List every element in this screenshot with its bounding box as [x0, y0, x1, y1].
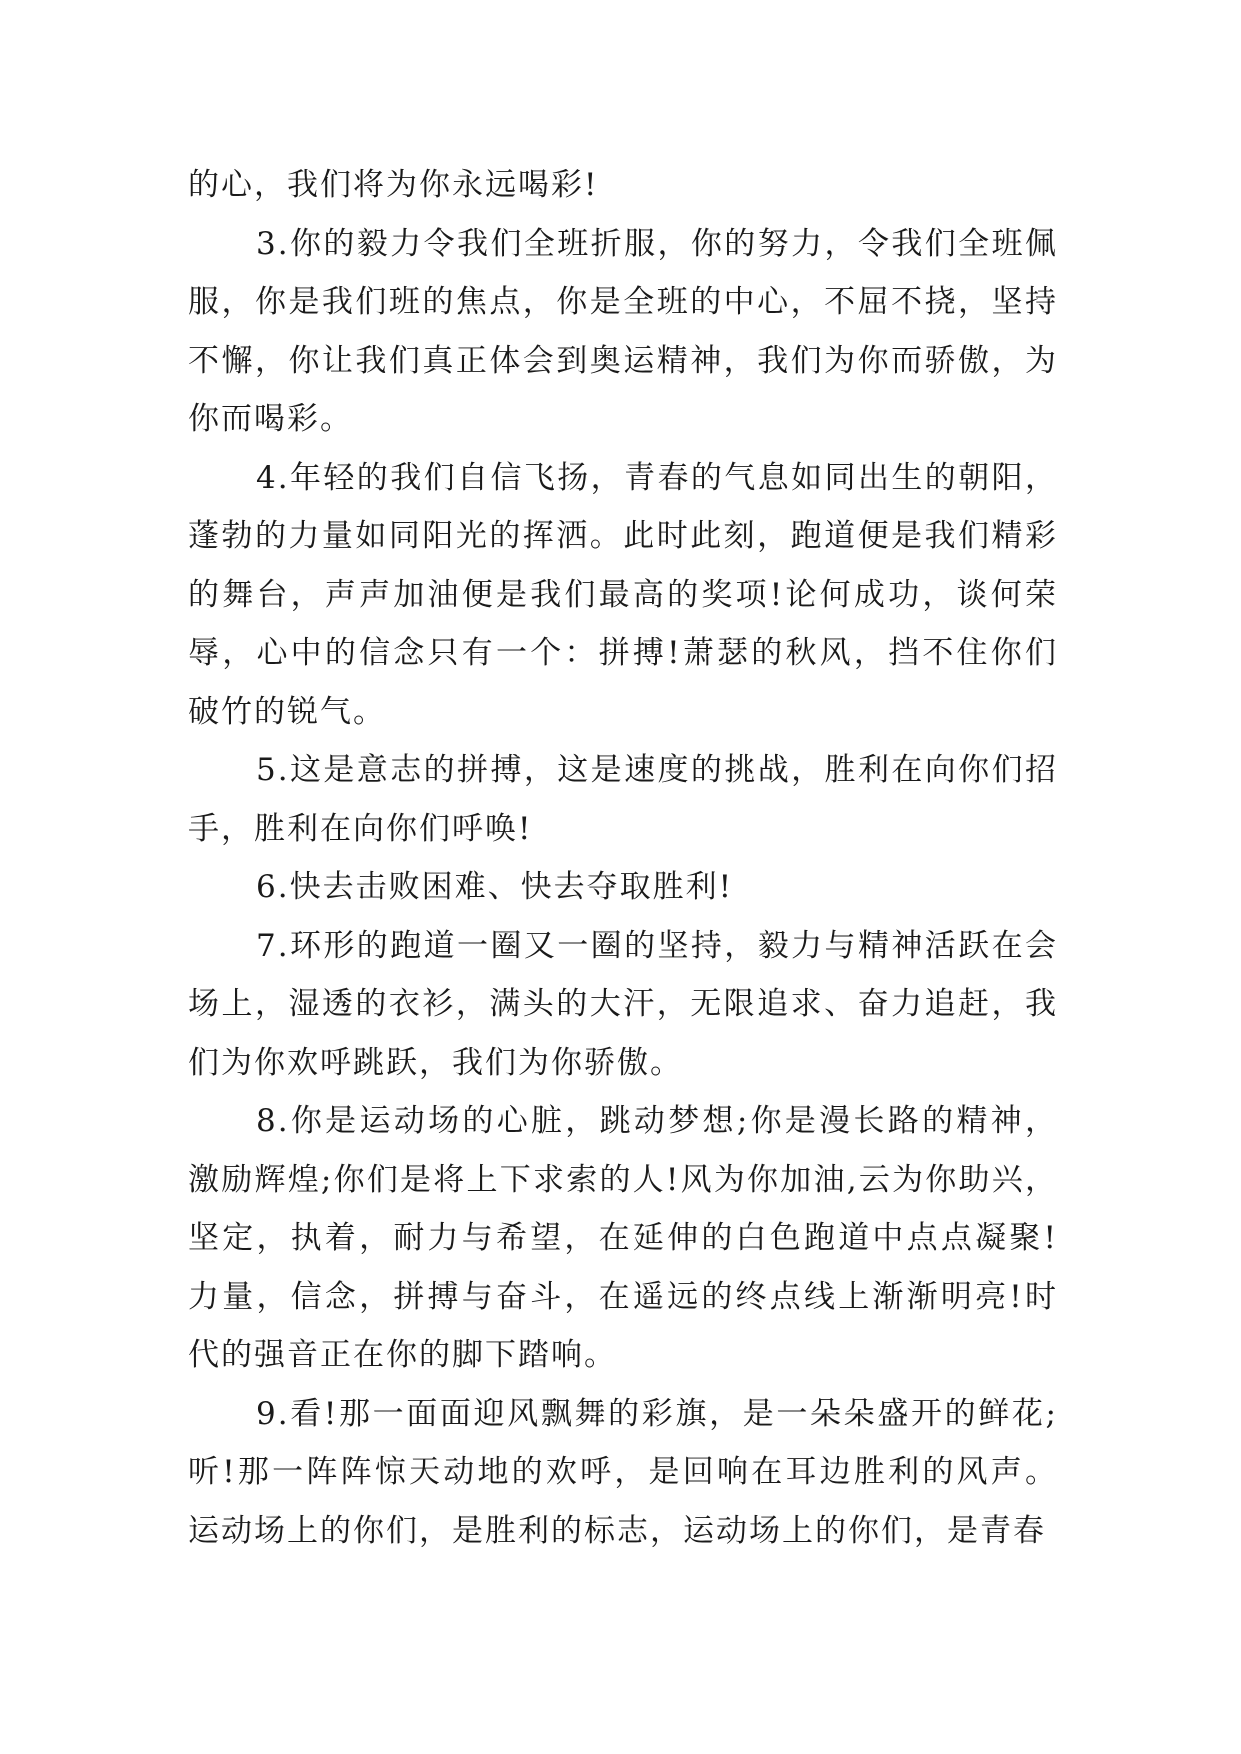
paragraph-continuation: 的心，我们将为你永远喝彩! [188, 167, 599, 203]
paragraph-item-5: 5.这是意志的拼搏，这是速度的挑战，胜利在向你们招手，胜利在向你们呼唤! [188, 752, 1058, 847]
paragraph-item-4: 4.年轻的我们自信飞扬，青春的气息如同出生的朝阳，蓬勃的力量如同阳光的挥洒。此时此刻，跑道便是我们精彩的舞台，声声加油便是我们最高的奖项!论何成功，谈何荣辱，心中的信念只有一个：拼搏!萧瑟的秋风，挡不住你们破竹的锐气。 [188, 459, 1058, 730]
paragraph-item-6: 6.快去击败困难、快去夺取胜利! [256, 869, 734, 905]
paragraph-item-8: 8.你是运动场的心脏，跳动梦想;你是漫长路的精神，激励辉煌;你们是将上下求索的人!风为你加油,云为你助兴，坚定，执着，耐力与希望，在延伸的白色跑道中点点凝聚!力量，信念，拼搏与奋斗，在遥远的终点线上渐渐明亮!时代的强音正在你的脚下踏响。 [188, 1103, 1058, 1373]
document-page [188, 156, 1058, 1560]
paragraph-item-9: 9.看!那一面面迎风飘舞的彩旗，是一朵朵盛开的鲜花;听!那一阵阵惊天动地的欢呼，是回响在耳边胜利的风声。运动场上的你们，是胜利的标志，运动场上的你们，是青春 [188, 1395, 1058, 1549]
paragraph-item-7: 7.环形的跑道一圈又一圈的坚持，毅力与精神活跃在会场上，湿透的衣衫，满头的大汗，无限追求、奋力追赶，我们为你欢呼跳跃，我们为你骄傲。 [188, 927, 1058, 1081]
paragraph-item-3: 3.你的毅力令我们全班折服，你的努力，令我们全班佩服，你是我们班的焦点，你是全班的中心，不屈不挠，坚持不懈，你让我们真正体会到奥运精神，我们为你而骄傲，为你而喝彩。 [188, 225, 1058, 437]
